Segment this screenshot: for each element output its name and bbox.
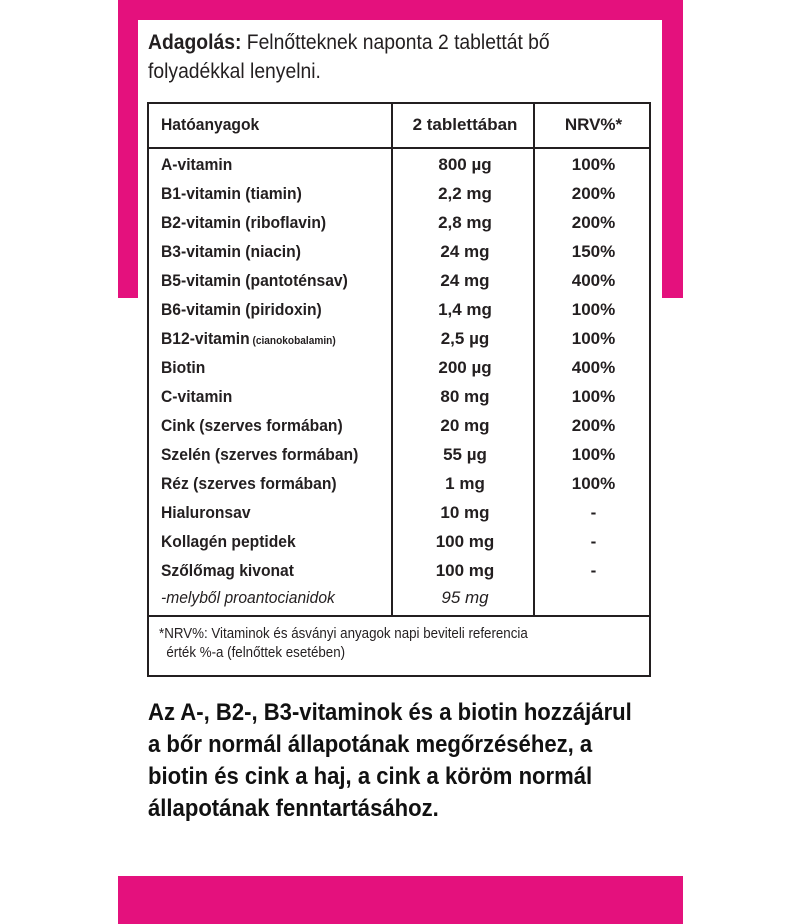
- ingredient-name: Szelén (szerves formában): [161, 445, 359, 464]
- table-header: [149, 104, 649, 149]
- ingredient-name: B5-vitamin (pantoténsav): [161, 271, 348, 290]
- ingredient-nrv: -: [590, 503, 597, 522]
- ingredient-name: Biotin: [161, 358, 206, 377]
- dosage-text: [148, 28, 626, 86]
- magenta-bottom-band: [118, 876, 683, 924]
- ingredient-amount: 100 mg: [435, 532, 495, 551]
- dosage-label: Adagolás:: [148, 31, 242, 54]
- ingredient-amount: 1 mg: [445, 474, 485, 493]
- ingredient-name: Réz (szerves formában): [161, 474, 337, 493]
- ingredient-amount: 24 mg: [440, 242, 490, 261]
- ingredient-name-text: B12-vitamin: [161, 329, 250, 348]
- ingredient-note: (cianokobalamin): [249, 335, 336, 347]
- ingredient-amount: 10 mg: [440, 503, 490, 522]
- ingredient-nrv: -: [590, 532, 597, 551]
- claim-line1: Az A-, B2-, B3-vitaminok és a biotin hozzájárul: [148, 699, 632, 726]
- header-ingredients: Hatóanyagok: [161, 115, 260, 134]
- ingredient-name: Kollagén peptidek: [161, 532, 296, 551]
- magenta-left-band: [118, 0, 138, 298]
- ingredient-nrv: -: [590, 561, 597, 580]
- ingredient-nrv: 400%: [571, 358, 616, 377]
- ingredients-table: [147, 102, 651, 677]
- ingredient-nrv: 100%: [571, 300, 616, 319]
- ingredient-amount: 200 µg: [438, 358, 492, 377]
- ingredient-amount: 800 µg: [438, 155, 492, 174]
- ingredient-name: Hialuronsav: [161, 503, 251, 522]
- claim-line3: biotin és cink a haj, a cink a köröm normál: [148, 763, 593, 790]
- health-claim: [148, 697, 632, 825]
- table-footnote: [149, 615, 649, 677]
- ingredient-nrv: 100%: [571, 155, 616, 174]
- ingredient-amount: 1,4 mg: [438, 300, 492, 319]
- ingredient-nrv: 100%: [571, 387, 616, 406]
- ingredient-nrv: 200%: [571, 416, 616, 435]
- ingredient-nrv: 200%: [571, 184, 616, 203]
- ingredient-name: Cink (szerves formában): [161, 416, 343, 435]
- ingredient-name: B2-vitamin (riboflavin): [161, 213, 327, 232]
- header-nrv: NRV%*: [564, 115, 623, 134]
- footnote-text: [159, 625, 528, 663]
- ingredient-nrv: 100%: [571, 445, 616, 464]
- magenta-right-band: [662, 0, 683, 298]
- footnote-line2: érték %-a (felnőttek esetében): [166, 645, 346, 661]
- ingredient-name: Szőlőmag kivonat: [161, 561, 294, 580]
- ingredient-nrv: 400%: [571, 271, 616, 290]
- ingredient-nrv: 150%: [571, 242, 616, 261]
- ingredient-name: A-vitamin: [161, 155, 233, 174]
- ingredient-nrv: 100%: [571, 474, 616, 493]
- ingredient-amount: 24 mg: [440, 271, 490, 290]
- dosage-line2: folyadékkal lenyelni.: [148, 60, 321, 83]
- subrow-amount: 95 mg: [441, 588, 489, 607]
- ingredient-amount: 80 mg: [440, 387, 490, 406]
- dosage-line1: Felnőtteknek naponta 2 tablettát bő: [241, 31, 550, 54]
- ingredient-amount: 2,5 µg: [440, 329, 490, 348]
- ingredient-amount: 2,2 mg: [438, 184, 492, 203]
- footnote-line1: *NRV%: Vitaminok és ásványi anyagok napi beviteli referencia: [159, 626, 528, 642]
- ingredient-nrv: 100%: [571, 329, 616, 348]
- claim-line4: állapotának fenntartásához.: [148, 795, 439, 822]
- subrow-name: -melyből proantocianidok: [161, 588, 335, 607]
- ingredient-amount: 20 mg: [440, 416, 490, 435]
- ingredient-name: B3-vitamin (niacin): [161, 242, 301, 261]
- claim-line2: a bőr normál állapotának megőrzéséhez, a: [148, 731, 593, 758]
- ingredient-name: B6-vitamin (piridoxin): [161, 300, 322, 319]
- ingredient-nrv: 200%: [571, 213, 616, 232]
- ingredient-name: B1-vitamin (tiamin): [161, 184, 302, 203]
- ingredient-name: C-vitamin: [161, 387, 233, 406]
- ingredient-name: [161, 329, 336, 349]
- ingredient-amount: 2,8 mg: [438, 213, 492, 232]
- ingredient-amount: 55 µg: [443, 445, 487, 464]
- ingredient-amount: 100 mg: [435, 561, 495, 580]
- header-amount: 2 tablettában: [412, 115, 518, 134]
- column-divider-1: [391, 104, 393, 615]
- magenta-top-band: [118, 0, 683, 20]
